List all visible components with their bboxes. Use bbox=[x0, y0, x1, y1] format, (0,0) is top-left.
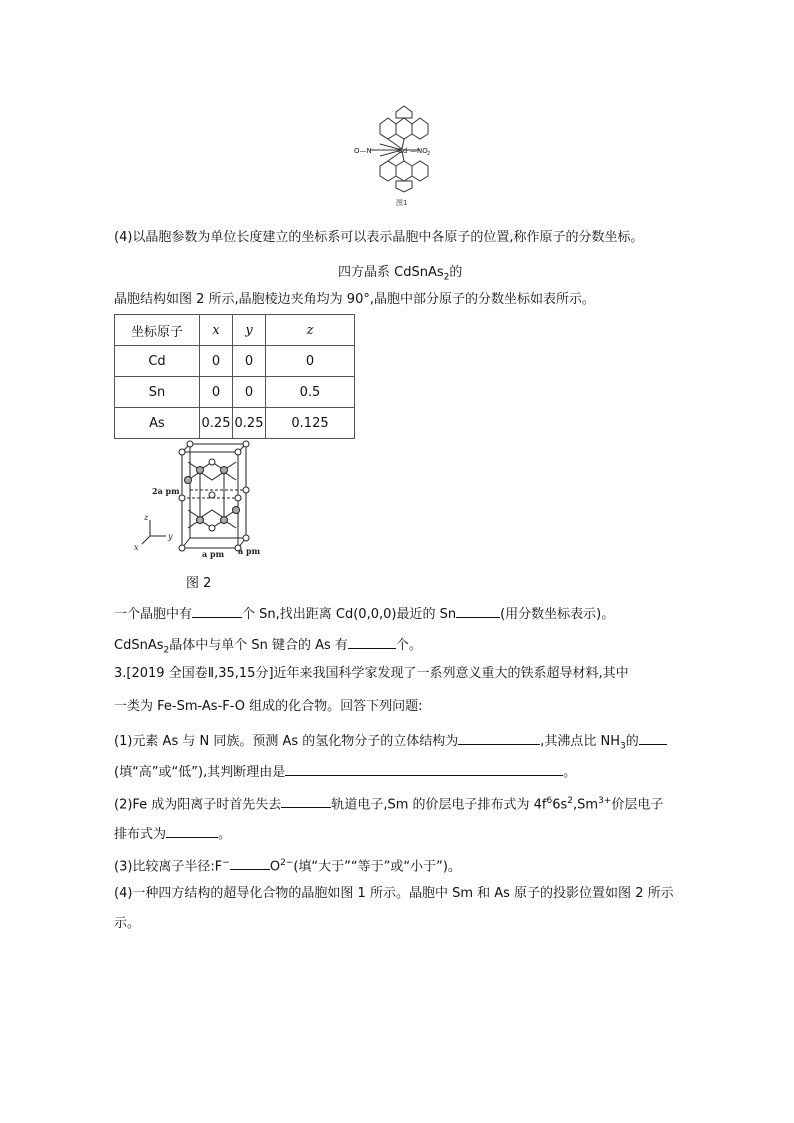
q2-text-e: 。 bbox=[218, 827, 232, 842]
table-cell: Sn bbox=[115, 377, 200, 408]
answer-blank[interactable] bbox=[458, 730, 540, 745]
problem3-q1 bbox=[114, 730, 667, 756]
subtitle-sub: 2 bbox=[443, 272, 450, 283]
table-cell: 0 bbox=[200, 346, 233, 377]
axis-x-label: x bbox=[134, 543, 139, 552]
molecule-diagram bbox=[350, 104, 450, 208]
figure1-caption: 图1 bbox=[396, 199, 408, 207]
structure-description: 晶胞结构如图 2 所示,晶胞棱边夹角均为 90°,晶胞中部分原子的分数坐标如表所示。 bbox=[114, 292, 595, 307]
table-header: x bbox=[200, 315, 233, 346]
question-cell bbox=[114, 603, 614, 624]
q-cell-text-1: 一个晶胞中有 bbox=[114, 607, 193, 622]
q3-sup-1: − bbox=[222, 858, 230, 868]
q3-sup-2: 2− bbox=[280, 858, 294, 868]
q2-sup-2: 2 bbox=[567, 796, 573, 806]
subtitle-text: 四方晶系 CdSnAs bbox=[338, 265, 444, 280]
q3-text-c: (填“大于”“等于”或“小于”)。 bbox=[293, 859, 461, 875]
axis-z-label: z bbox=[144, 513, 149, 522]
q2-sup-1: 6 bbox=[546, 796, 553, 806]
problem3-q4-cont: 示。 bbox=[114, 916, 141, 931]
label-a-pm-2: a pm bbox=[238, 546, 261, 556]
figure2-caption: 图 2 bbox=[186, 576, 212, 591]
answer-blank[interactable] bbox=[192, 603, 242, 618]
q-bond-text-1: CdSnAs bbox=[114, 638, 164, 653]
crystal-cell-diagram bbox=[130, 440, 270, 560]
q2-text-a: (2)Fe 成为阳离子时首先失去 bbox=[114, 797, 282, 813]
q-bond-text-2: 晶体中与单个 Sn 键合的 As 有 bbox=[169, 638, 348, 653]
table-cell: 0 bbox=[200, 377, 233, 408]
q1-text-e: 。 bbox=[563, 765, 577, 780]
q1-text-a: (1)元素 As 与 N 同族。预测 As 的氢化物分子的立体结构为 bbox=[114, 734, 459, 749]
q1-text-b: ,其沸点比 NH bbox=[540, 734, 621, 749]
table-header: y bbox=[233, 315, 266, 346]
table-cell: 0 bbox=[233, 377, 266, 408]
q-cell-text-3: (用分数坐标表示)。 bbox=[500, 607, 615, 622]
problem3-header: 3.[2019 全国卷Ⅱ,35,15分]近年来我国科学家发现了一系列意义重大的铁系超导材料,其中 bbox=[114, 666, 629, 681]
table-cell: 0 bbox=[266, 346, 355, 377]
axis-y-label: y bbox=[168, 532, 173, 541]
problem3-q2 bbox=[114, 792, 663, 814]
table-row bbox=[115, 346, 355, 377]
problem3-q2-cont bbox=[114, 823, 231, 844]
cd-label: Cd bbox=[398, 147, 408, 155]
table-cell: 0.5 bbox=[266, 377, 355, 408]
answer-blank[interactable] bbox=[285, 761, 563, 776]
table-header: z bbox=[266, 315, 355, 346]
coordinates-table bbox=[114, 314, 355, 439]
part4-intro: (4)以晶胞参数为单位长度建立的坐标系可以表示晶胞中各原子的位置,称作原子的分数坐标。 bbox=[114, 230, 644, 245]
part4-subtitle bbox=[338, 261, 462, 283]
problem3-q3 bbox=[114, 854, 461, 876]
question-bond bbox=[114, 634, 422, 660]
answer-blank[interactable] bbox=[639, 730, 667, 745]
answer-blank[interactable] bbox=[348, 634, 396, 649]
q-bond-sub: 2 bbox=[163, 645, 170, 656]
answer-blank[interactable] bbox=[166, 823, 218, 838]
q1-text-c: 的 bbox=[625, 734, 639, 749]
q2-text-end: ,Sm bbox=[573, 797, 599, 813]
q2-text-mid: 6s bbox=[552, 797, 568, 813]
table-cell: Cd bbox=[115, 346, 200, 377]
table-cell: As bbox=[115, 408, 200, 439]
table-cell: 0 bbox=[233, 346, 266, 377]
label-2a-pm: 2a pm bbox=[152, 486, 180, 496]
q2-text-c: 价层电子 bbox=[611, 797, 664, 813]
q2-text-d: 排布式为 bbox=[114, 827, 167, 842]
table-header-row bbox=[115, 315, 355, 346]
q3-text-a: (3)比较离子半径:F bbox=[114, 859, 223, 875]
table-row bbox=[115, 408, 355, 439]
figure2 bbox=[130, 440, 270, 560]
answer-blank[interactable] bbox=[456, 603, 500, 618]
subtitle-post: 的 bbox=[449, 265, 463, 280]
q1-text-d: (填“高”或“低”),其判断理由是 bbox=[114, 765, 286, 780]
label-a-pm-1: a pm bbox=[202, 549, 225, 559]
answer-blank[interactable] bbox=[230, 855, 270, 870]
answer-blank[interactable] bbox=[281, 793, 331, 808]
no2-label: —NO bbox=[410, 147, 428, 155]
no2-sub-label: 2 bbox=[427, 151, 431, 157]
q3-text-b: O bbox=[269, 859, 281, 875]
table-header: 坐标原子 bbox=[115, 315, 200, 346]
figure1 bbox=[350, 104, 450, 208]
table-cell: 0.125 bbox=[266, 408, 355, 439]
q-bond-text-3: 个。 bbox=[395, 638, 422, 653]
table-cell: 0.25 bbox=[200, 408, 233, 439]
problem3-q4: (4)一种四方结构的超导化合物的晶胞如图 1 所示。晶胞中 Sm 和 As 原子的投影位置如图 2 所示 bbox=[114, 886, 674, 901]
problem3-q1-cont bbox=[114, 761, 576, 782]
o-n-label: O—N bbox=[354, 147, 372, 155]
q-cell-text-2: 个 Sn,找出距离 Cd(0,0,0)最近的 Sn bbox=[242, 607, 457, 622]
q2-sup-3: 3+ bbox=[598, 796, 612, 806]
table-cell: 0.25 bbox=[233, 408, 266, 439]
q2-text-b: 轨道电子,Sm 的价层电子排布式为 4f bbox=[331, 797, 547, 813]
table-row bbox=[115, 377, 355, 408]
problem3-header-cont: 一类为 Fe-Sm-As-F-O 组成的化合物。回答下列问题: bbox=[114, 699, 423, 714]
q1-sub: 3 bbox=[620, 741, 626, 752]
